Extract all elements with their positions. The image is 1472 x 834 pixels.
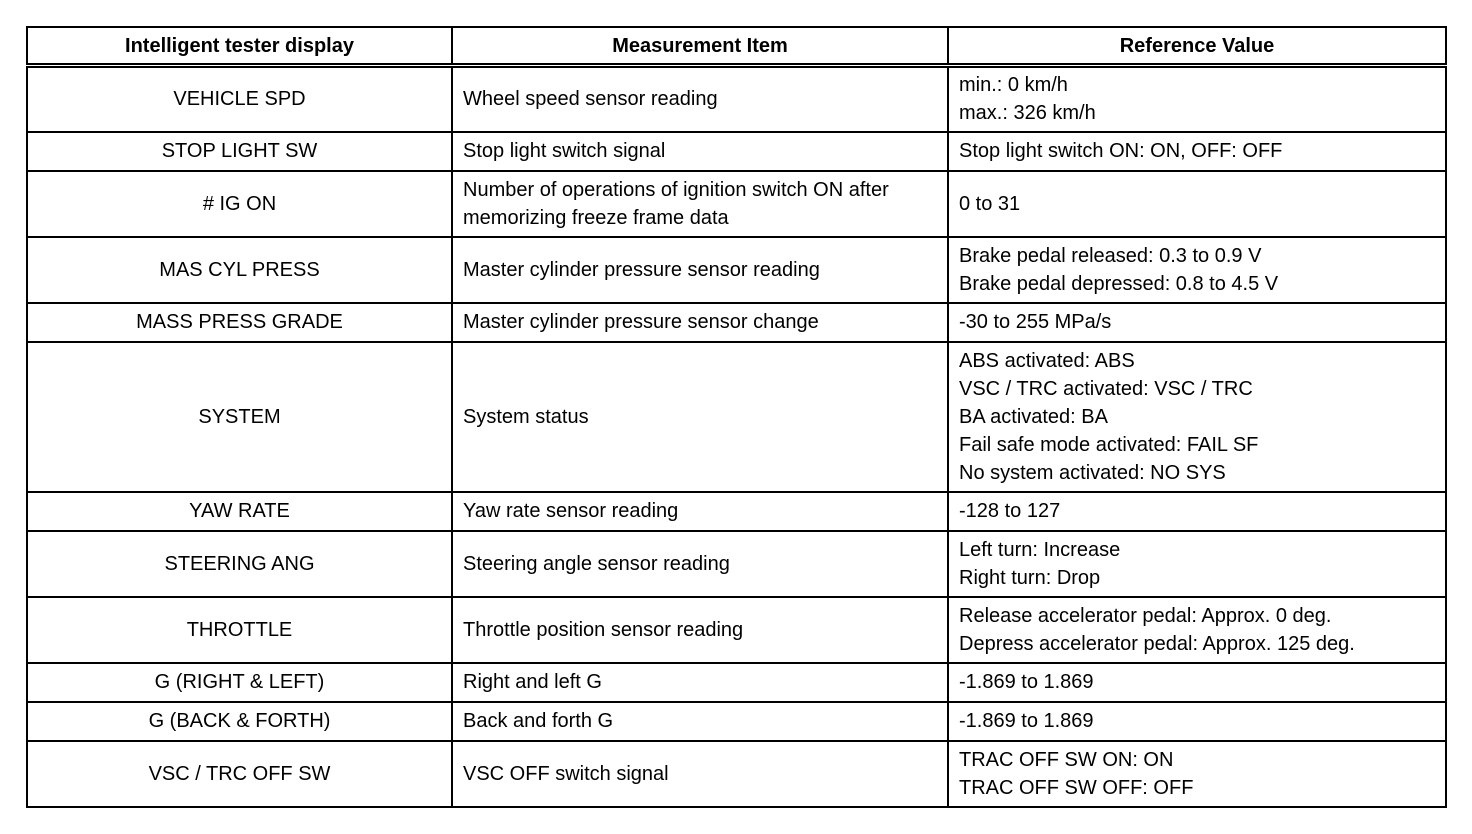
- measurement-item-line: Wheel speed sensor reading: [463, 88, 718, 111]
- tester-display-cell: THROTTLE: [27, 597, 452, 663]
- reference-value-cell: [948, 132, 1446, 171]
- table-row: [27, 303, 1446, 342]
- tester-display-cell: YAW RATE: [27, 492, 452, 531]
- measurement-item-cell: [452, 132, 948, 171]
- header-measurement-item: Measurement Item: [452, 27, 948, 66]
- measurement-item-cell: [452, 702, 948, 741]
- measurement-item-line: Throttle position sensor reading: [463, 618, 744, 641]
- measurement-item-line: Yaw rate sensor reading: [463, 500, 679, 522]
- reference-value-line: Right turn: Drop: [959, 566, 1101, 589]
- reference-value-cell: [948, 492, 1446, 531]
- tester-display-cell: SYSTEM: [27, 342, 452, 492]
- measurement-item-line: Back and forth G: [463, 710, 614, 732]
- table-row: [27, 66, 1446, 132]
- measurement-item-line: Steering angle sensor reading: [463, 552, 730, 575]
- table-row: [27, 342, 1446, 492]
- tester-display-cell: STOP LIGHT SW: [27, 132, 452, 171]
- tester-display-cell: VEHICLE SPD: [27, 66, 452, 132]
- tester-display-cell: STEERING ANG: [27, 531, 452, 597]
- tester-display-cell: G (BACK & FORTH): [27, 702, 452, 741]
- measurement-item-cell: [452, 303, 948, 342]
- measurement-item-line: VSC OFF switch signal: [463, 762, 669, 785]
- reference-value-line: min.: 0 km/h: [959, 74, 1068, 97]
- table-row: [27, 237, 1446, 303]
- table-row: [27, 171, 1446, 237]
- measurement-item-cell: [452, 492, 948, 531]
- measurement-item-cell: [452, 171, 948, 237]
- reference-value-line: VSC / TRC activated: VSC / TRC: [959, 377, 1253, 400]
- reference-value-cell: [948, 741, 1446, 807]
- table-row: [27, 597, 1446, 663]
- reference-value-cell: [948, 66, 1446, 132]
- table-row: [27, 663, 1446, 702]
- measurement-item-line: memorizing freeze frame data: [463, 206, 729, 229]
- measurement-item-cell: [452, 342, 948, 492]
- reference-value-line: Brake pedal depressed: 0.8 to 4.5 V: [959, 272, 1279, 295]
- reference-value-cell: [948, 237, 1446, 303]
- reference-value-line: -1.869 to 1.869: [959, 710, 1094, 732]
- header-reference-value: Reference Value: [948, 27, 1446, 66]
- reference-value-cell: [948, 342, 1446, 492]
- reference-value-line: No system activated: NO SYS: [959, 461, 1226, 484]
- tester-display-cell: G (RIGHT & LEFT): [27, 663, 452, 702]
- reference-value-line: max.: 326 km/h: [959, 102, 1096, 125]
- reference-value-line: Fail safe mode activated: FAIL SF: [959, 433, 1259, 456]
- tester-display-cell: VSC / TRC OFF SW: [27, 741, 452, 807]
- table-row: [27, 702, 1446, 741]
- table-row: [27, 492, 1446, 531]
- reference-value-line: ABS activated: ABS: [959, 349, 1135, 372]
- reference-value-line: Brake pedal released: 0.3 to 0.9 V: [959, 244, 1262, 267]
- reference-value-line: Release accelerator pedal: Approx. 0 deg.: [959, 604, 1332, 627]
- measurement-item-line: System status: [463, 405, 589, 428]
- tester-display-cell: # IG ON: [27, 171, 452, 237]
- reference-value-cell: [948, 663, 1446, 702]
- reference-value-line: 0 to 31: [959, 192, 1021, 215]
- reference-value-line: Stop light switch ON: ON, OFF: OFF: [959, 140, 1283, 162]
- reference-value-line: -30 to 255 MPa/s: [959, 311, 1112, 333]
- measurement-item-line: Number of operations of ignition switch ON after: [463, 178, 889, 201]
- tester-display-cell: MAS CYL PRESS: [27, 237, 452, 303]
- reference-value-line: TRAC OFF SW OFF: OFF: [959, 776, 1194, 799]
- reference-value-cell: [948, 171, 1446, 237]
- reference-value-line: Left turn: Increase: [959, 538, 1121, 561]
- measurement-item-cell: [452, 663, 948, 702]
- reference-value-cell: [948, 531, 1446, 597]
- measurement-item-cell: [452, 531, 948, 597]
- measurement-item-cell: [452, 741, 948, 807]
- reference-value-line: BA activated: BA: [959, 405, 1108, 428]
- measurement-item-cell: [452, 237, 948, 303]
- tester-display-cell: MASS PRESS GRADE: [27, 303, 452, 342]
- measurement-item-line: Master cylinder pressure sensor reading: [463, 258, 820, 281]
- reference-value-cell: [948, 597, 1446, 663]
- reference-value-cell: [948, 303, 1446, 342]
- table-row: [27, 132, 1446, 171]
- table-row: [27, 531, 1446, 597]
- data-list-table: [26, 26, 1447, 808]
- measurement-item-line: Stop light switch signal: [463, 140, 666, 162]
- table-row: [27, 741, 1446, 807]
- measurement-item-line: Master cylinder pressure sensor change: [463, 311, 819, 333]
- header-row: [27, 27, 1446, 66]
- measurement-item-cell: [452, 597, 948, 663]
- reference-value-line: Depress accelerator pedal: Approx. 125 deg.: [959, 632, 1355, 655]
- reference-value-cell: [948, 702, 1446, 741]
- reference-value-line: -1.869 to 1.869: [959, 671, 1094, 693]
- header-tester-display: Intelligent tester display: [27, 27, 452, 66]
- reference-value-line: TRAC OFF SW ON: ON: [959, 748, 1174, 771]
- reference-value-line: -128 to 127: [959, 500, 1061, 522]
- measurement-item-cell: [452, 66, 948, 132]
- measurement-item-line: Right and left G: [463, 671, 602, 693]
